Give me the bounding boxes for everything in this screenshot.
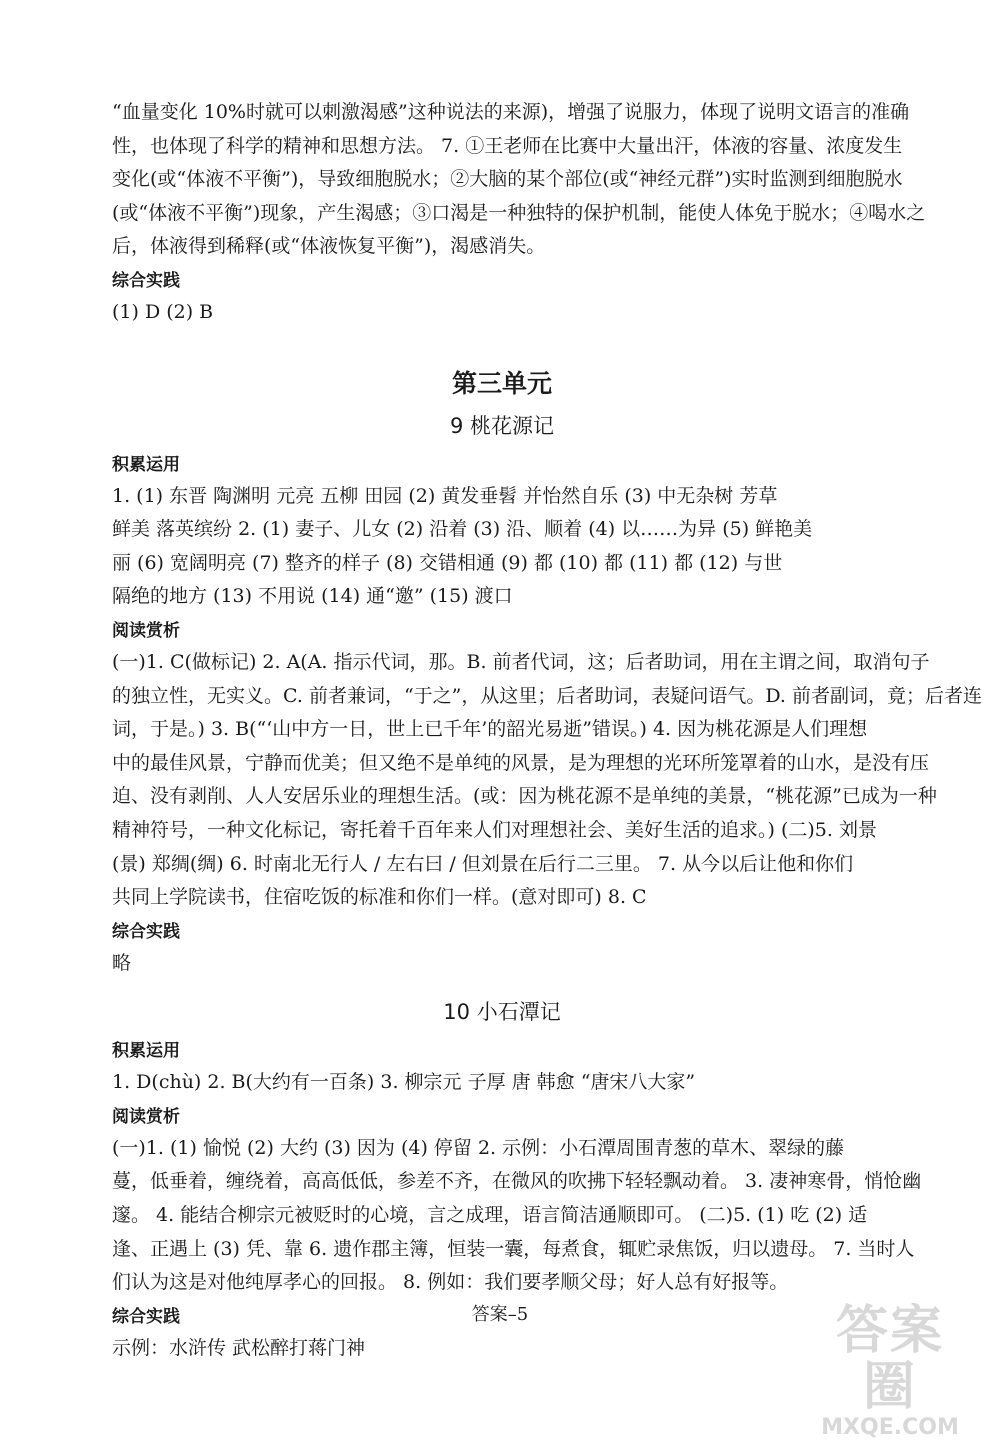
reading-answers (112, 1132, 922, 1300)
text-line: 词，于是。) 3. B(“‘山中方一日，世上已千年’的韶光易逝”错误。) 4. 因为桃花源是人们理想 (112, 718, 868, 741)
accumulation-answers (112, 480, 892, 614)
text-line: (一)1. C(做标记) 2. A(A. 指示代词，那。B. 前者代词，这；后者助词，用在主谓之间，取消句子 (112, 650, 930, 673)
watermark-logo-text: 答案圈 (835, 1301, 944, 1417)
text-line: 中的最佳风景，宁静而优美；但又绝不是单纯的风景，是为理想的光环所笼罩着的山水，是没有压 (112, 751, 930, 774)
text-line: 隔绝的地方 (13) 不用说 (14) 通“邀” (15) 渡口 (112, 585, 513, 608)
text-line: (景) 郑绸(绸) 6. 时南北无行人 / 左右曰 / 但刘景在后行二三里。 7. 从今以后让他和你们 (112, 852, 854, 875)
section-label-reading: 阅读赏析 (112, 620, 180, 641)
section-label-reading: 阅读赏析 (112, 1106, 180, 1127)
text-line: 后，体液得到稀释(或“体液恢复平衡”)，渴感消失。 (112, 235, 546, 258)
section-label-accumulation: 积累运用 (112, 454, 180, 475)
reading-answers (112, 646, 983, 915)
practice-answer: 略 (112, 951, 132, 974)
text-line: 1. D(chù) 2. B(大约有一百条) 3. 柳宗元 子厚 唐 韩愈 “唐宋八大家” (112, 1071, 696, 1094)
lesson-title-9: 9 桃花源记 (449, 413, 555, 438)
practice-answer: 示例：水浒传 武松醉打蒋门神 (112, 1336, 366, 1359)
text-line: (或“体液不平衡”)现象，产生渴感；③口渴是一种独特的保护机制，能使人体免于脱水；④喝水之 (112, 201, 926, 224)
text-line: 蔓，低垂着，缠绕着，高高低低，参差不齐，在微风的吹拂下轻轻飘动着。 3. 凄神寒骨，悄怆幽 (112, 1170, 922, 1193)
watermark-logo (810, 1301, 970, 1440)
text-line: 邃。 4. 能结合柳宗元被贬时的心境，言之成理，语言简洁通顺即可。 (二)5. (1) 吃 (2) 适 (112, 1204, 868, 1227)
text-line: 丽 (6) 宽阔明亮 (7) 整齐的样子 (8) 交错相通 (9) 都 (10) 都 (11) 都 (12) 与世 (112, 551, 783, 574)
text-line: 鲜美 落英缤纷 2. (1) 妻子、儿女 (2) 沿着 (3) 沿、顺着 (4) 以……为异 (5) 鲜艳美 (112, 518, 813, 541)
text-line: 们认为这是对他纯厚孝心的回报。 8. 例如：我们要孝顺父母；好人总有好报等。 (112, 1271, 789, 1294)
practice-answer: (1) D (2) B (112, 300, 214, 323)
text-line: 逢、正遇上 (3) 凭、靠 6. 遗作郡主簿，恒装一囊，每煮食，辄贮录焦饭，归以遗母。 7. 当时人 (112, 1237, 915, 1260)
section-label-practice: 综合实践 (112, 921, 180, 942)
continuation-paragraph (112, 96, 926, 264)
text-line: (一)1. (1) 愉悦 (2) 大约 (3) 因为 (4) 停留 2. 示例：小石潭周围青葱的草木、翠绿的藤 (112, 1136, 845, 1159)
text-line: 1. (1) 东晋 陶渊明 元亮 五柳 田园 (2) 黄发垂髫 并怡然自乐 (3) 中无杂树 芳草 (112, 484, 778, 507)
text-line: 精神符号，一种文化标记，寄托着千百年来人们对理想社会、美好生活的追求。) (二)5. 刘景 (112, 818, 877, 841)
text-line: 迫、没有剥削、人人安居乐业的理想生活。(或：因为桃花源不是单纯的美景，“桃花源”已成为一种 (112, 785, 937, 808)
text-line: 的独立性，无实义。C. 前者兼词，“于之”，从这里；后者助词，表疑问语气。D. 前者副词，竟；后者连 (112, 684, 983, 707)
accumulation-answers (112, 1066, 892, 1100)
section-label-accumulation: 积累运用 (112, 1041, 180, 1062)
page-number: 答案–5 (471, 1304, 529, 1325)
text-line: “血量变化 10%时就可以刺激渴感”这种说法的来源)，增强了说服力，体现了说明文语言的准确 (112, 101, 910, 123)
text-line: 共同上学院读书，住宿吃饭的标准和你们一样。(意对即可) 8. C (112, 886, 647, 909)
lesson-title-10: 10 小石潭记 (443, 1000, 561, 1025)
text-line: 变化(或“体液不平衡”)，导致细胞脱水；②大脑的某个部位(或“神经元群”)实时监测到细胞脱水 (112, 168, 903, 191)
section-label-practice: 综合实践 (112, 270, 180, 291)
section-label-practice: 综合实践 (112, 1306, 180, 1327)
watermark-url: MXQE.COM (821, 1415, 959, 1440)
unit-title: 第三单元 (451, 368, 552, 398)
text-line: 性，也体现了科学的精神和思想方法。 7. ①王老师在比赛中大量出汗，体液的容量、浓度发生 (112, 134, 903, 157)
